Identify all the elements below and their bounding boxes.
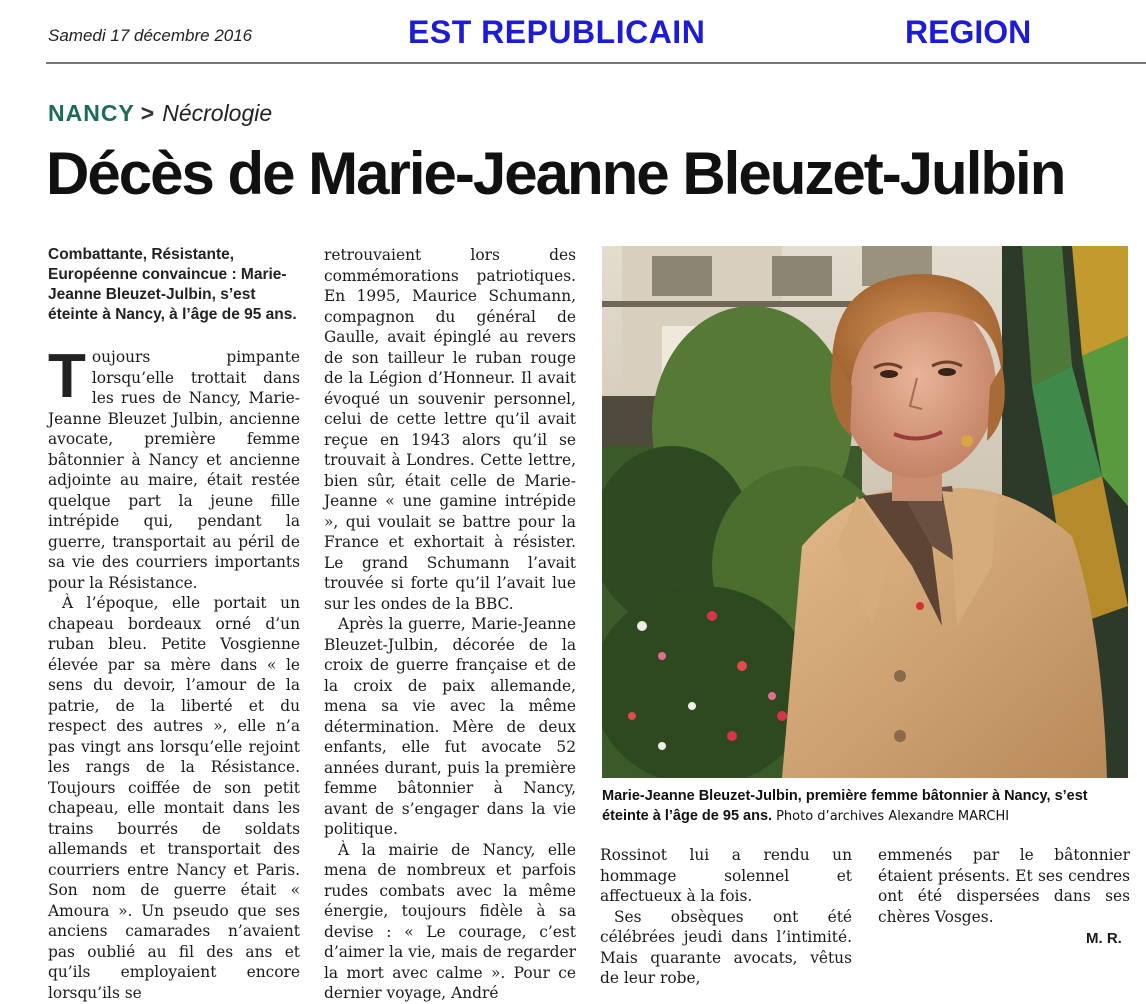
- header-rule: [46, 62, 1146, 64]
- kicker-topic: Nécrologie: [162, 100, 273, 126]
- article-column-1: [48, 245, 300, 1003]
- headline: Décès de Marie-Jeanne Bleuzet-Julbin: [46, 140, 1065, 207]
- photo-caption: [602, 786, 1132, 827]
- article-paragraph: Rossinot lui a rendu un hommage solennel et affectueux à la fois.: [600, 846, 852, 905]
- article-paragraph: À l’époque, elle portait un chapeau bordeaux orné d’un ruban bleu. Petite Vosgienne élevée par sa mère dans « le sens du devoir, l’amour de la patrie, de la liberté et du respect des autres », elle n’a pas vingt ans lorsqu’elle rejoint les rangs de la Résistance. Toujours coiffée de son petit chapeau, elle montait dans les trains bourrés de soldats allemands et transportait des courriers entre Nancy et Paris. Son nom de guerre était « Amoura ». Un pseudo que ses anciens camarades n’avaient pas oublié au fil des ans et qu’ils employaient encore lorsqu’ils se: [48, 594, 300, 1002]
- section-name: REGION: [905, 14, 1032, 50]
- caption-text: Marie-Jeanne Bleuzet-Julbin, première femme bâtonnier à Nancy, s’est éteinte à l’âge de 95 ans.: [602, 788, 1088, 824]
- article-column-3: [600, 845, 852, 989]
- drop-cap: T: [48, 342, 86, 411]
- article-column-2: [324, 245, 576, 1004]
- article-paragraph: emmenés par le bâtonnier étaient présents. Et ses cendres ont été dispersées dans ses chères Vosges.: [878, 846, 1130, 926]
- article-paragraph: À la mairie de Nancy, elle mena de nombreux et parfois rudes combats avec la même énergie, toujours fidèle à sa devise : « Le courage, c’est d’aimer la vie, mais de regarder la mort avec calme ». Pour ce dernier voyage, André: [324, 840, 576, 1002]
- article-paragraph: Ses obsèques ont été célébrées jeudi dans l’intimité. Mais quarante avocats, vêtus de leur robe,: [600, 907, 852, 987]
- portrait-illustration: [602, 246, 1128, 778]
- issue-date: Samedi 17 décembre 2016: [48, 26, 253, 45]
- article-column-4: [878, 845, 1130, 927]
- kicker-separator: >: [140, 100, 155, 126]
- newspaper-name: EST REPUBLICAIN: [408, 14, 706, 50]
- portrait-photo: [602, 246, 1128, 778]
- paragraph-text: oujours pimpante lorsqu’elle trottait dans les rues de Nancy, Marie-Jeanne Bleuzet Julbin, ancienne avocate, première femme bâtonnier à Nancy et ancienne adjointe au maire, était restée quelque part la jeune fille intrépide qui, pendant la guerre, transportait au péril de sa vie des courriers importants pour la Résistance.: [48, 348, 300, 592]
- kicker-city: NANCY: [48, 100, 135, 126]
- photo-credit: Photo d’archives Alexandre MARCHI: [776, 809, 1010, 824]
- author-signature: M. R.: [1086, 930, 1122, 947]
- article-paragraph: retrouvaient lors des commémorations patriotiques. En 1995, Maurice Schumann, compagnon du général de Gaulle, avait épinglé au revers de son tailleur le ruban rouge de la Légion d’Honneur. Il avait évoqué un souvenir personnel, celui de cette lettre qu’il avait reçue en 1943 alors qu’il se trouvait à Londres. Cette lettre, bien sûr, était celle de Marie-Jeanne « une gamine intrépide », qui voulait se battre pour la France et exhortait à résister. Le grand Schumann l’avait trouvée si forte qu’il l’avait lue sur les ondes de la BBC.: [324, 246, 576, 613]
- article-paragraph: Après la guerre, Marie-Jeanne Bleuzet-Julbin, décorée de la croix de guerre française et de la croix de paix allemande, mena sa vie avec la même détermination. Mère de deux enfants, elle fut avocate 52 années durant, puis la première femme bâtonnier à Nancy, avant de s’engager dans la vie politique.: [324, 615, 576, 838]
- page-header: [0, 0, 1146, 62]
- article-lead: Combattante, Résistante, Européenne convaincue : Marie-Jeanne Bleuzet-Julbin, s’est éteinte à Nancy, à l’âge de 95 ans.: [48, 246, 297, 323]
- kicker: [48, 100, 272, 127]
- article-paragraph: [48, 342, 300, 593]
